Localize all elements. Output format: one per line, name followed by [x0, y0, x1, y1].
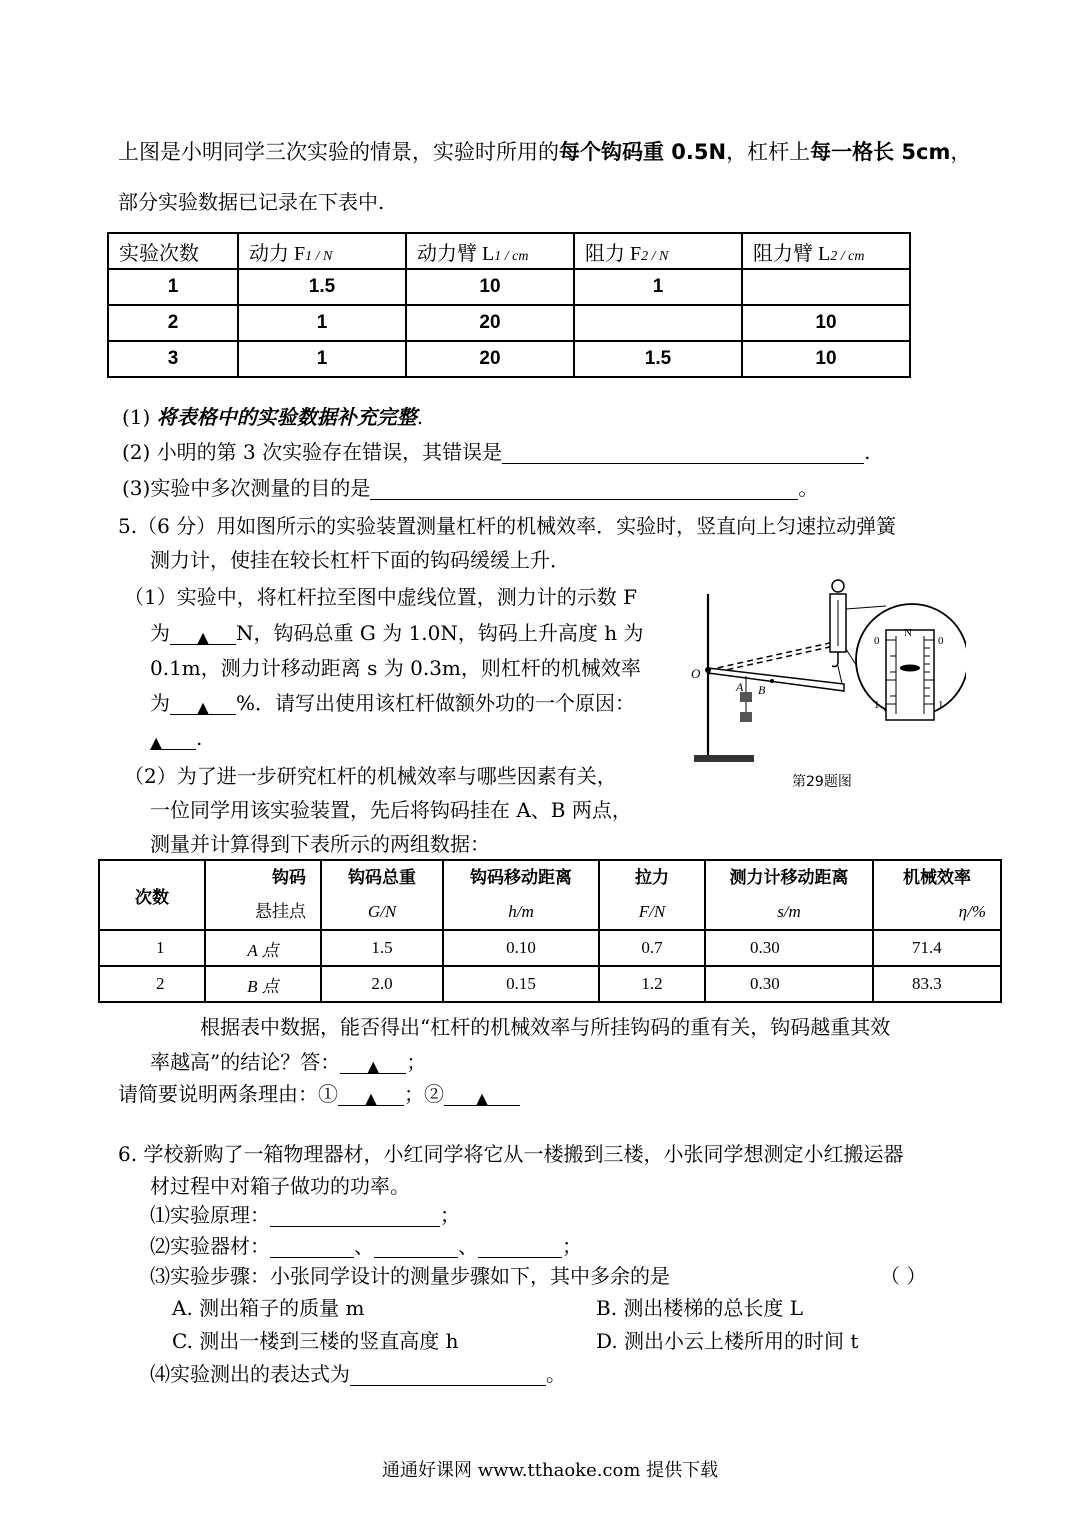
- q5-s1-l4a: 为: [150, 691, 170, 715]
- label-o: O: [691, 666, 701, 681]
- point-b-marker: [770, 679, 774, 683]
- header-unit: s/m: [777, 902, 801, 921]
- table-cell: 1: [574, 269, 742, 305]
- cell-text: B 点: [247, 976, 279, 996]
- q6-part-3: ⑶实验步骤：小张同学设计的测量步骤如下，其中多余的是: [150, 1264, 670, 1288]
- header-text: 实验次数: [119, 242, 199, 265]
- table-cell: 20: [406, 341, 574, 377]
- cell-text: A 点: [247, 940, 279, 960]
- label-zero-left: 0: [874, 635, 880, 647]
- table-cell: 1.5: [238, 269, 406, 305]
- header-text: 动力 F: [249, 242, 306, 265]
- answer-blank[interactable]: [374, 1237, 458, 1258]
- triangle-icon: ▲: [196, 698, 210, 717]
- q6-part-4-text: ⑷实验测出的表达式为: [150, 1362, 350, 1386]
- header-unit: 2 / cm: [830, 248, 865, 264]
- table-header-cell: [705, 860, 873, 930]
- scale-pointer: [900, 665, 920, 672]
- reason-text-2: ；②: [404, 1082, 444, 1106]
- separator: 、: [354, 1234, 374, 1258]
- table-cell: 2: [108, 305, 238, 341]
- table-cell: 0.10: [443, 930, 599, 966]
- intro-text-d: 每一格长 5cm: [810, 140, 951, 164]
- q4-part-3-text: (3)实验中多次测量的目的是: [122, 476, 371, 500]
- table-cell-blank[interactable]: [574, 305, 742, 341]
- q6-part-4: [150, 1362, 566, 1386]
- conclusion-text: 率越高”的结论？答：: [150, 1050, 341, 1074]
- q6-part-1-text: ⑴实验原理：: [150, 1203, 270, 1227]
- label-b: B: [758, 683, 766, 697]
- table-cell: 10: [742, 341, 910, 377]
- intro-text-c: ，杠杆上: [726, 140, 811, 164]
- zoom-scale-body: [886, 630, 934, 720]
- q6-part-2-text: ⑵实验器材：: [150, 1234, 270, 1258]
- table-cell: 1: [108, 269, 238, 305]
- table-cell: 10: [742, 305, 910, 341]
- intro-text-a: 上图是小明同学三次实验的情景，实验时所用的: [118, 140, 559, 164]
- answer-blank[interactable]: [478, 1237, 562, 1258]
- answer-blank[interactable]: [502, 443, 864, 464]
- q5-s1-line1: （1）实验中，将杠杆拉至图中虚线位置，测力计的示数 F: [124, 585, 637, 609]
- table-cell: [205, 966, 321, 1002]
- page-footer: 通通好课网 www.tthaoke.com 提供下载: [382, 1460, 719, 1481]
- table-header-cell: [742, 233, 910, 269]
- header-text: 拉力: [635, 868, 669, 888]
- table-cell: 20: [406, 305, 574, 341]
- q4-part-1: [122, 405, 423, 429]
- header-unit: 1 / cm: [494, 248, 529, 264]
- q5-title: 5.（6 分）用如图所示的实验装置测量杠杆的机械效率．实验时，竖直向上匀速拉动弹簧: [118, 514, 897, 538]
- answer-blank[interactable]: [350, 1365, 546, 1386]
- q6-part-1: [150, 1203, 460, 1227]
- table-cell: 0.7: [599, 930, 705, 966]
- q5-s1-l5: .: [196, 726, 203, 750]
- table-cell: 1.5: [321, 930, 443, 966]
- q6-option-b[interactable]: B. 测出楼梯的总长度 L: [596, 1296, 804, 1320]
- q5-s1-l2a: 为: [150, 621, 170, 645]
- answer-blank[interactable]: [444, 1085, 520, 1106]
- label-zero-right: 0: [938, 635, 944, 647]
- lever-dashed-line: [708, 642, 834, 670]
- q5-s1-l4b: %．请写出使用该杠杆做额外功的一个原因：: [236, 691, 636, 715]
- q4-part-1-number: (1): [122, 405, 151, 429]
- table-cell: 2.0: [321, 966, 443, 1002]
- q5-conclusion-line2: [150, 1050, 426, 1074]
- q5-s2-line1: （2）为了进一步研究杠杆的机械效率与哪些因素有关，: [124, 764, 617, 788]
- table-row: [99, 966, 1001, 1002]
- answer-blank[interactable]: [340, 1053, 406, 1074]
- header-text: 机械效率: [903, 868, 971, 888]
- q6-part-2-end: ；: [562, 1234, 582, 1258]
- q5-s2-line2: 一位同学用该实验装置，先后将钩码挂在 A、B 两点，: [150, 798, 632, 822]
- lever-data-table: [107, 232, 911, 378]
- table-header-cell: [99, 860, 205, 930]
- q6-part-4-end: 。: [546, 1362, 566, 1386]
- table-header-row: [108, 233, 910, 269]
- q4-part-3-end: 。: [798, 476, 819, 500]
- q6-part-2: [150, 1234, 582, 1258]
- table-header-cell: [443, 860, 599, 930]
- reason-text-1: 请简要说明两条理由：①: [118, 1082, 338, 1106]
- hook-line: [838, 666, 842, 684]
- q5-s1-l2b: N，钩码总重 G 为 1.0N，钩码上升高度 h 为: [236, 621, 644, 645]
- header-text: 次数: [135, 887, 169, 908]
- header-text: 钩码移动距离: [470, 868, 572, 888]
- table-cell: 1: [238, 341, 406, 377]
- table-cell: 0.15: [443, 966, 599, 1002]
- triangle-icon: ▲: [367, 1057, 380, 1076]
- q5-s1-line3: 0.1m，测力计移动距离 s 为 0.3m，则杠杆的机械效率: [150, 656, 641, 680]
- header-unit: 悬挂点: [255, 902, 306, 922]
- zoom-line: [846, 606, 886, 609]
- table-row: [99, 930, 1001, 966]
- balance-hook: [832, 652, 838, 667]
- table-cell-blank[interactable]: [742, 269, 910, 305]
- table-row: [108, 341, 910, 377]
- intro-line-1: [118, 140, 971, 164]
- label-n: N: [904, 627, 912, 639]
- triangle-icon: ▲: [150, 733, 163, 752]
- answer-blank[interactable]: [338, 1085, 404, 1106]
- table-header-cell: [406, 233, 574, 269]
- table-cell: 1: [238, 305, 406, 341]
- q4-part-2: [122, 440, 871, 464]
- q6-line2: 材过程中对箱子做功的功率。: [150, 1174, 410, 1198]
- efficiency-data-table: [98, 859, 1002, 1003]
- table-cell: 1: [99, 930, 205, 966]
- q6-option-c[interactable]: C. 测出一楼到三楼的竖直高度 h: [172, 1329, 459, 1353]
- table-header-row: [99, 860, 1001, 930]
- header-text: 阻力 F: [585, 242, 642, 265]
- q4-part-1-text: 将表格中的实验数据补充完整: [156, 405, 417, 429]
- q6-option-d[interactable]: D. 测出小云上楼所用的时间 t: [596, 1329, 859, 1353]
- table-cell: 3: [108, 341, 238, 377]
- header-unit: η/%: [958, 902, 986, 921]
- conclusion-end: ；: [406, 1050, 427, 1074]
- lever-apparatus-figure: [686, 574, 966, 820]
- answer-blank[interactable]: [270, 1237, 354, 1258]
- q4-part-3: [122, 476, 818, 500]
- q5-s1-line4: [150, 691, 635, 715]
- intro-text-b: 每个钩码重 0.5N: [559, 140, 727, 164]
- triangle-icon: ▲: [475, 1089, 489, 1108]
- table-header-cell: [108, 233, 238, 269]
- answer-blank[interactable]: [170, 694, 236, 715]
- table-cell: 71.4: [873, 930, 1001, 966]
- answer-blank[interactable]: [270, 1206, 440, 1227]
- table-cell: 1.5: [574, 341, 742, 377]
- figure-caption: 第29题图: [792, 774, 852, 790]
- q6-answer-paren[interactable]: （ ）: [880, 1264, 927, 1288]
- lever-bar: [708, 668, 844, 691]
- q5-title-2: 测力计，使挂在较长杠杆下面的钩码缓缓上升．: [150, 548, 570, 572]
- balance-ring: [832, 580, 844, 592]
- table-row: [108, 269, 910, 305]
- table-cell: 10: [406, 269, 574, 305]
- pivot-point: [705, 667, 711, 673]
- intro-line-2: 部分实验数据已记录在下表中.: [118, 190, 385, 214]
- table-header-cell: [574, 233, 742, 269]
- q6-part-1-end: ；: [440, 1203, 460, 1227]
- table-cell: 1.2: [599, 966, 705, 1002]
- q5-s1-line5: [150, 726, 202, 750]
- triangle-icon: ▲: [364, 1089, 378, 1108]
- header-text: 钩码总重: [348, 868, 416, 888]
- header-unit: G/N: [367, 902, 397, 921]
- table-cell: 0.30: [705, 930, 873, 966]
- q5-conclusion-line1: 根据表中数据，能否得出“杠杆的机械效率与所挂钩码的重有关，钩码越重其效: [200, 1015, 891, 1039]
- table-header-cell: [873, 860, 1001, 930]
- table-row: [108, 305, 910, 341]
- header-text: 钩码: [272, 868, 306, 888]
- table-header-cell: [238, 233, 406, 269]
- q4-part-2-text: (2) 小明的第 3 次实验存在错误，其错误是: [122, 440, 503, 464]
- header-text: 阻力臂 L: [753, 242, 831, 265]
- triangle-icon: ▲: [196, 628, 210, 647]
- table-cell: 2: [99, 966, 205, 1002]
- header-unit: 1 / N: [305, 248, 333, 264]
- q4-part-2-end: .: [864, 440, 871, 464]
- answer-blank[interactable]: [370, 479, 798, 500]
- q5-s2-line3: 测量并计算得到下表所示的两组数据：: [150, 832, 490, 856]
- q5-s1-line2: [150, 621, 643, 645]
- answer-blank[interactable]: [170, 624, 236, 645]
- weight-block: [740, 712, 752, 722]
- separator: 、: [458, 1234, 478, 1258]
- header-unit: 2 / N: [641, 248, 669, 264]
- q4-part-1-end: .: [416, 405, 424, 429]
- table-cell: [205, 930, 321, 966]
- stand-base: [694, 755, 754, 762]
- q6-option-a[interactable]: A. 测出箱子的质量 m: [172, 1296, 365, 1320]
- header-text: 动力臂 L: [417, 242, 495, 265]
- table-cell: 83.3: [873, 966, 1001, 1002]
- intro-text-e: ，: [950, 140, 972, 164]
- label-one-right: 1: [938, 699, 944, 711]
- table-cell: 0.30: [705, 966, 873, 1002]
- q5-reasons: [118, 1082, 520, 1106]
- header-unit: F/N: [638, 902, 666, 921]
- label-one-left: 1: [874, 699, 880, 711]
- table-header-cell: [205, 860, 321, 930]
- table-header-cell: [321, 860, 443, 930]
- header-unit: h/m: [508, 902, 534, 921]
- header-text: 测力计移动距离: [729, 868, 849, 888]
- table-header-cell: [599, 860, 705, 930]
- answer-blank[interactable]: [150, 729, 196, 750]
- q6-line1: 6. 学校新购了一箱物理器材，小红同学将它从一楼搬到三楼，小张同学想测定小红搬运器: [118, 1142, 904, 1166]
- label-a: A: [736, 680, 744, 694]
